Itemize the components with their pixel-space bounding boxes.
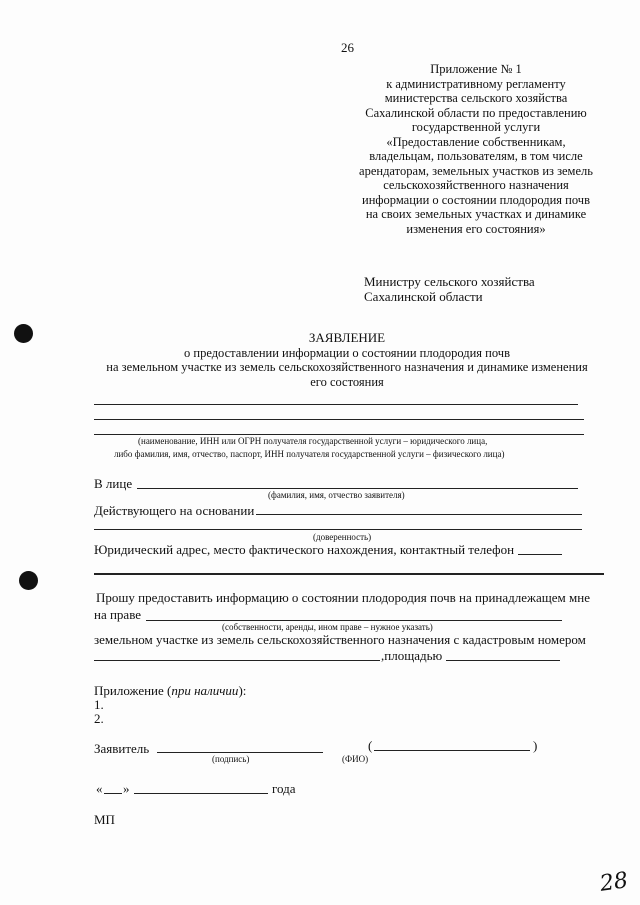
applicant-line-1[interactable] <box>94 404 578 405</box>
cadastral-number-field[interactable] <box>94 660 380 661</box>
request-on-right: на праве <box>94 607 142 622</box>
subtitle-line-1: о предоставлении информации о состоянии плодородия почв <box>184 345 510 360</box>
addressee-line-1: Министру сельского хозяйства <box>364 274 535 289</box>
attachment-label-start: Приложение ( <box>94 683 172 698</box>
document-title: ЗАЯВЛЕНИЕ <box>308 330 386 345</box>
attachment-item-1: 1. <box>94 697 104 712</box>
basis-field-2[interactable] <box>94 529 582 530</box>
basis-field[interactable] <box>256 514 582 515</box>
fio-field[interactable] <box>374 750 530 751</box>
area-label: ,площадью <box>381 648 443 663</box>
date-open-quote: « <box>96 781 103 796</box>
appendix-line-12: изменения его состояния» <box>406 221 546 236</box>
addressee-line-2: Сахалинской области <box>364 289 483 304</box>
request-line-3: земельном участке из земель сельскохозяйственного назначения с кадастровым номером <box>94 632 586 647</box>
attachment-label <box>94 683 246 698</box>
fio-hint: (ФИО) <box>342 754 369 764</box>
applicant-label: Заявитель <box>94 741 150 756</box>
appendix-line-6: «Предоставление собственникам, <box>386 134 566 149</box>
date-month-field[interactable] <box>134 793 268 794</box>
applicant-line-3[interactable] <box>94 434 584 435</box>
page-number: 26 <box>341 40 354 55</box>
date-close-quote: » <box>123 781 130 796</box>
applicant-hint-2: либо фамилия, имя, отчество, паспорт, ИНН получателя государственной услуги – физического лица) <box>114 449 505 459</box>
applicant-line-2[interactable] <box>94 419 584 420</box>
subtitle-line-3: его состояния <box>310 374 384 389</box>
date-day-field[interactable] <box>104 793 122 794</box>
appendix-line-1: Приложение № 1 <box>430 62 522 76</box>
address-field[interactable] <box>518 554 562 555</box>
handwritten-sheet-number: 28 <box>598 868 630 897</box>
address-label: Юридический адрес, место фактического нахождения, контактный телефон <box>94 542 515 557</box>
area-field[interactable] <box>446 660 560 661</box>
applicant-hint-1: (наименование, ИНН или ОГРН получателя государственной услуги – юридического лица, <box>138 436 488 446</box>
fio-close-paren: ) <box>533 738 538 753</box>
appendix-line-5: государственной услуги <box>411 120 541 134</box>
in-person-hint: (фамилия, имя, отчество заявителя) <box>268 490 405 500</box>
signature-field[interactable] <box>157 752 323 753</box>
attachment-label-end: ): <box>238 683 247 698</box>
year-label: года <box>272 781 296 796</box>
appendix-line-3: министерства сельского хозяйства <box>384 91 568 105</box>
appendix-block <box>326 62 626 236</box>
appendix-line-8: арендаторам, земельных участков из земель <box>359 163 593 178</box>
attachment-item-2: 2. <box>94 711 104 726</box>
stamp-label: МП <box>94 812 115 827</box>
address-field-2[interactable] <box>94 573 604 575</box>
appendix-line-2: к административному регламенту <box>386 76 566 91</box>
basis-label: Действующего на основании <box>94 503 255 518</box>
in-person-field[interactable] <box>137 488 578 489</box>
appendix-line-7: владельцам, пользователям, в том числе <box>369 149 583 163</box>
appendix-line-10: информации о состоянии плодородия почв <box>362 192 590 207</box>
appendix-line-4: Сахалинской области по предоставлению <box>365 105 587 120</box>
signature-hint: (подпись) <box>212 754 250 764</box>
right-type-hint: (собственности, аренды, ином праве – нужное указать) <box>222 622 433 632</box>
basis-hint: (доверенность) <box>313 532 372 542</box>
fio-open-paren: ( <box>368 738 373 753</box>
request-line-1: Прошу предоставить информацию о состоянии плодородия почв на принадлежащем мне <box>96 590 590 605</box>
punch-hole-bottom <box>19 571 38 590</box>
attachment-italic: при наличии <box>171 683 239 698</box>
in-person-label: В лице <box>94 476 133 491</box>
appendix-line-9: сельскохозяйственного назначения <box>383 178 569 192</box>
appendix-line-11: на своих земельных участках и динамике <box>365 207 587 221</box>
right-type-field[interactable] <box>146 620 562 621</box>
punch-hole-top <box>14 324 33 343</box>
title-block <box>92 331 602 389</box>
subtitle-line-2: на земельном участке из земель сельскохозяйственного назначения и динамике изменения <box>106 360 588 374</box>
